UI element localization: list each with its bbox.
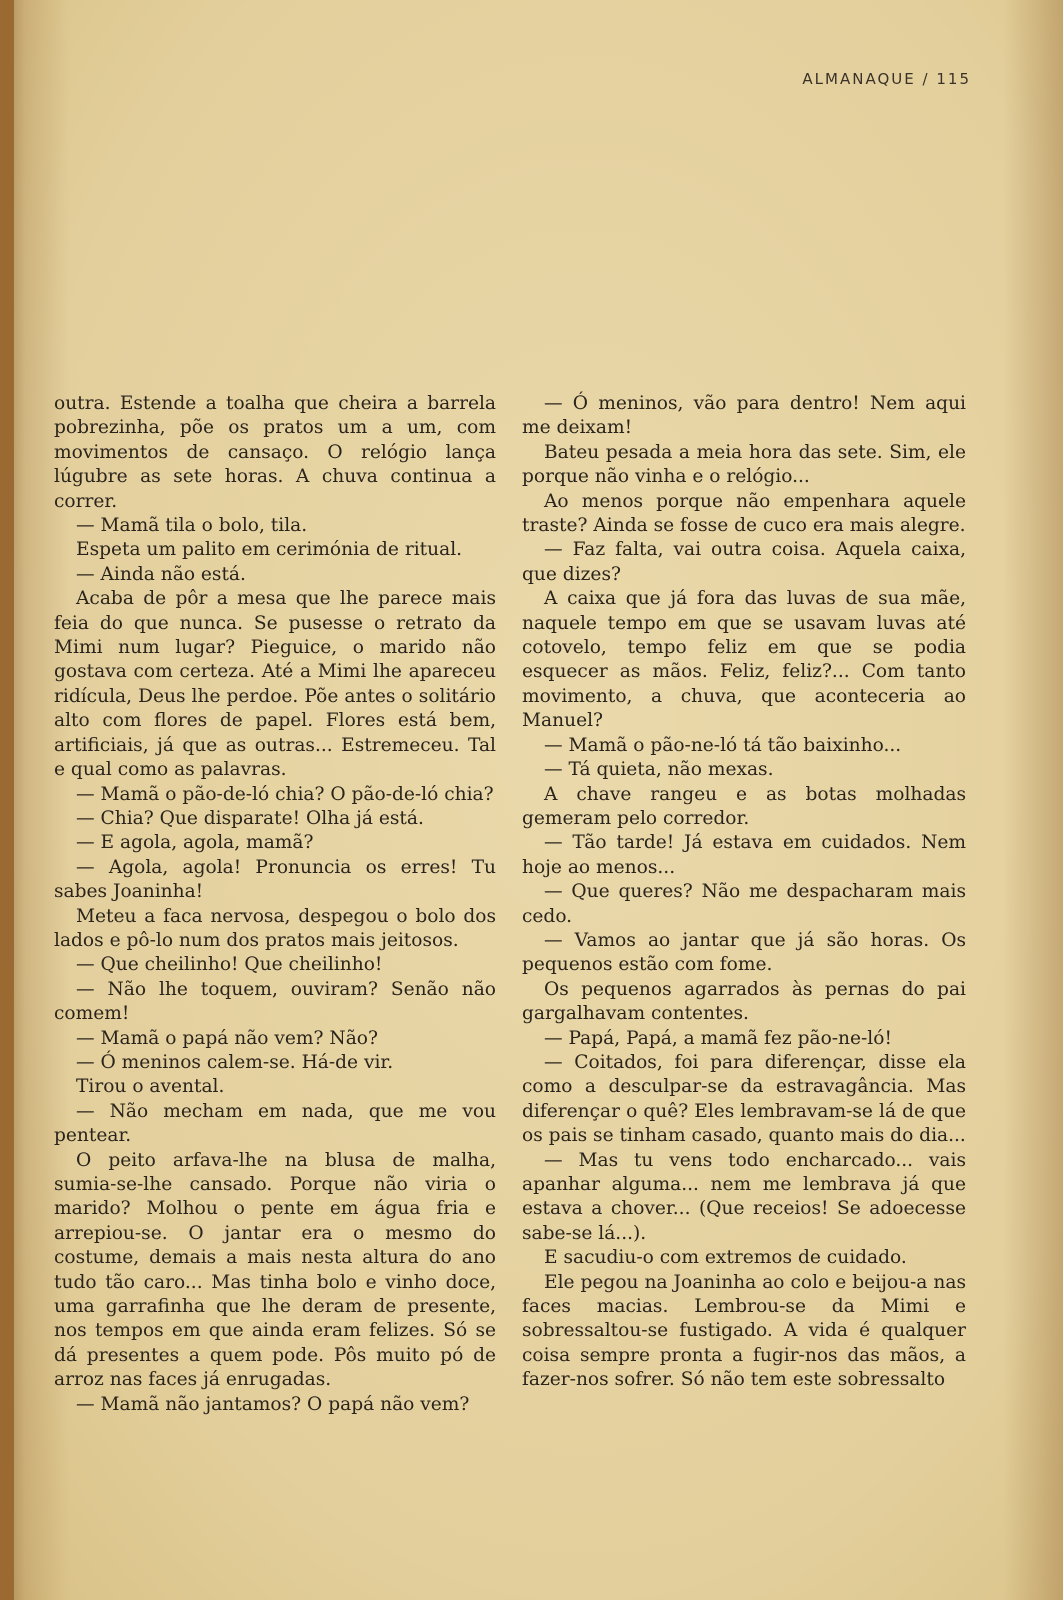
paragraph: — Mamã tila o bolo, tila. bbox=[76, 515, 308, 537]
paragraph: — Mas tu vens todo encharcado... vais apanhar alguma... nem me lembrava já que estava a chover... (Que receios! Se adoecesse sabe-se lá...). bbox=[522, 1149, 966, 1244]
paragraph: — Tá quieta, não mexas. bbox=[544, 759, 774, 781]
paragraph: Os pequenos agarrados às pernas do pai gargalhavam contentes. bbox=[522, 978, 966, 1025]
running-title: ALMANAQUE bbox=[802, 70, 916, 88]
paragraph: A caixa que já fora das luvas de sua mãe, naquele tempo em que se usavam luvas até cotovelo, tempo feliz em que se podia esquecer as mãos. Feliz, feliz?... Com tanto movimento, a chuva, que aconteceria ao Manuel? bbox=[522, 588, 966, 732]
paragraph: — Chia? Que disparate! Olha já está. bbox=[76, 807, 424, 829]
paragraph: Tirou o avental. bbox=[76, 1076, 225, 1098]
paragraph: — Ainda não está. bbox=[76, 563, 246, 585]
paragraph: Acaba de pôr a mesa que lhe parece mais feia do que nunca. Se pusesse o retrato da Mimi num lugar? Pieguice, o marido não gostava com certeza. Até a Mimi lhe apareceu ridícula, Deus lhe perdoe. Põe antes o solitário alto com flores de papel. Flores está bem, artificiais, já que as outras... Estremeceu. Tal e qual como as palavras. bbox=[54, 588, 496, 781]
paragraph: O peito arfava-lhe na blusa de malha, sumia-se-lhe cansado. Porque não viria o marido? Molhou o pente em água fria e arrepiou-se. O jantar era o mesmo do costume, demais a mais nesta altura do ano tudo tão caro... Mas tinha bolo e vinho doce, uma garrafinha que lhe deram de presente, nos tempos em que ainda eram felizes. Só se dá presentes a quem pode. Pôs muito pó de arroz nas faces já enrugadas. bbox=[54, 1149, 496, 1391]
paragraph: — Ó meninos calem-se. Há-de vir. bbox=[76, 1051, 394, 1073]
book-spine-shadow bbox=[0, 0, 14, 1600]
paragraph: — Mamã o papá não vem? Não? bbox=[76, 1027, 378, 1049]
paragraph: — Vamos ao jantar que já são horas. Os pequenos estão com fome. bbox=[522, 929, 966, 976]
paragraph: — Agola, agola! Pronuncia os erres! Tu sabes Joaninha! bbox=[54, 856, 496, 903]
paragraph: — Papá, Papá, a mamã fez pão-ne-ló! bbox=[544, 1027, 892, 1049]
paragraph: — Ó meninos, vão para dentro! Nem aqui me deixam! bbox=[522, 393, 966, 439]
paragraph: — Mamã o pão-ne-ló tá tão baixinho... bbox=[544, 734, 902, 756]
paragraph: — Não mecham em nada, que me vou pentear. bbox=[54, 1100, 496, 1147]
page-number: 115 bbox=[936, 70, 971, 88]
paragraph: A chave rangeu e as botas molhadas gemeram pelo corredor. bbox=[522, 783, 966, 829]
paragraph: — Mamã não jantamos? O papá não vem? bbox=[76, 1393, 470, 1415]
running-header bbox=[802, 70, 971, 88]
paragraph: outra. Estende a toalha que cheira a barrela pobrezinha, põe os pratos um a um, com movimentos de cansaço. O relógio lança lúgubre as sete horas. A chuva continua a correr. bbox=[54, 393, 496, 512]
paragraph: — Coitados, foi para diferençar, disse ela como a desculpar-se da estravagância. Mas diferençar o quê? Eles lembravam-se lá de que os pais se tinham casado, quanto mais do dia... bbox=[522, 1051, 966, 1147]
header-separator: / bbox=[922, 70, 930, 88]
paragraph: Ele pegou na Joaninha ao colo e beijou-a nas faces macias. Lembrou-se da Mimi e sobressaltou-se fustigado. A vida é qualquer coisa sempre pronta a fugir-nos das mãos, a fazer-nos sofrer. Só não tem este sobressalto bbox=[522, 1271, 966, 1391]
paragraph: — Mamã o pão-de-ló chia? O pão-de-ló chia? bbox=[76, 783, 494, 805]
paragraph: Ao menos porque não empenhara aquele traste? Ainda se fosse de cuco era mais alegre. bbox=[522, 490, 966, 537]
paragraph: — Que queres? Não me despacharam mais cedo. bbox=[522, 881, 966, 927]
paragraph: — E agola, agola, mamã? bbox=[76, 832, 314, 854]
paragraph: E sacudiu-o com extremos de cuidado. bbox=[544, 1247, 907, 1269]
paragraph: Meteu a faca nervosa, despegou o bolo dos lados e pô-lo num dos pratos mais jeitosos. bbox=[54, 905, 496, 951]
right-column bbox=[522, 392, 966, 1393]
paragraph: — Tão tarde! Já estava em cuidados. Nem hoje ao menos... bbox=[522, 832, 966, 878]
paragraph: — Faz falta, vai outra coisa. Aquela caixa, que dizes? bbox=[522, 539, 966, 585]
left-column bbox=[54, 392, 496, 1417]
paragraph: — Que cheilinho! Que cheilinho! bbox=[76, 954, 383, 976]
paragraph: — Não lhe toquem, ouviram? Senão não comem! bbox=[54, 978, 496, 1025]
paragraph: Espeta um palito em cerimónia de ritual. bbox=[76, 539, 463, 561]
paragraph: Bateu pesada a meia hora das sete. Sim, ele porque não vinha e o relógio... bbox=[522, 441, 966, 488]
